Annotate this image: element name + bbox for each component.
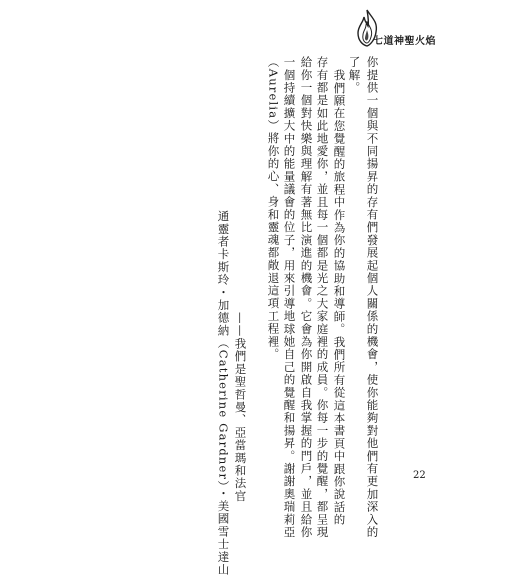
channeler-credit: 通靈者卡斯玲・加德納（Catherine Gardner）・美國雪士達山 — [216, 210, 231, 576]
signature-line: ——我們是聖哲曼、亞當瑪和法官 — [233, 312, 248, 503]
body-line: （Aurelia）將你的心、身和靈魂都敞退這項工程裡。 — [266, 56, 281, 361]
body-line: 給你一個對快樂與理解有著無比演進的機會。它會為你開啟自我掌握的門戶，並且給你 — [299, 56, 314, 539]
running-header — [326, 8, 436, 52]
body-line: 了解。 — [347, 56, 362, 95]
body-line: 存有都是如此地愛你，並且每一個都是光之大家庭裡的成員。你每一步的覺醒，都呈現 — [315, 56, 330, 539]
header-title: 七道神聖火焰 — [373, 36, 436, 47]
page-number: 22 — [413, 470, 426, 481]
body-line: 一個持續擴大中的能量議會的位子，用來引導地球她自己的覺醒和揚昇。謝謝奧瑞莉亞 — [282, 56, 297, 539]
body-line: 你提供一個與不同揚昇的存有們發展起個人關係的機會，使你能夠對他們有更加深入的 — [365, 56, 380, 539]
body-line: 我們願在您覺醒的旅程中作為你的協助和導師。我們所有從這本書頁中跟你說話的 — [332, 69, 347, 527]
